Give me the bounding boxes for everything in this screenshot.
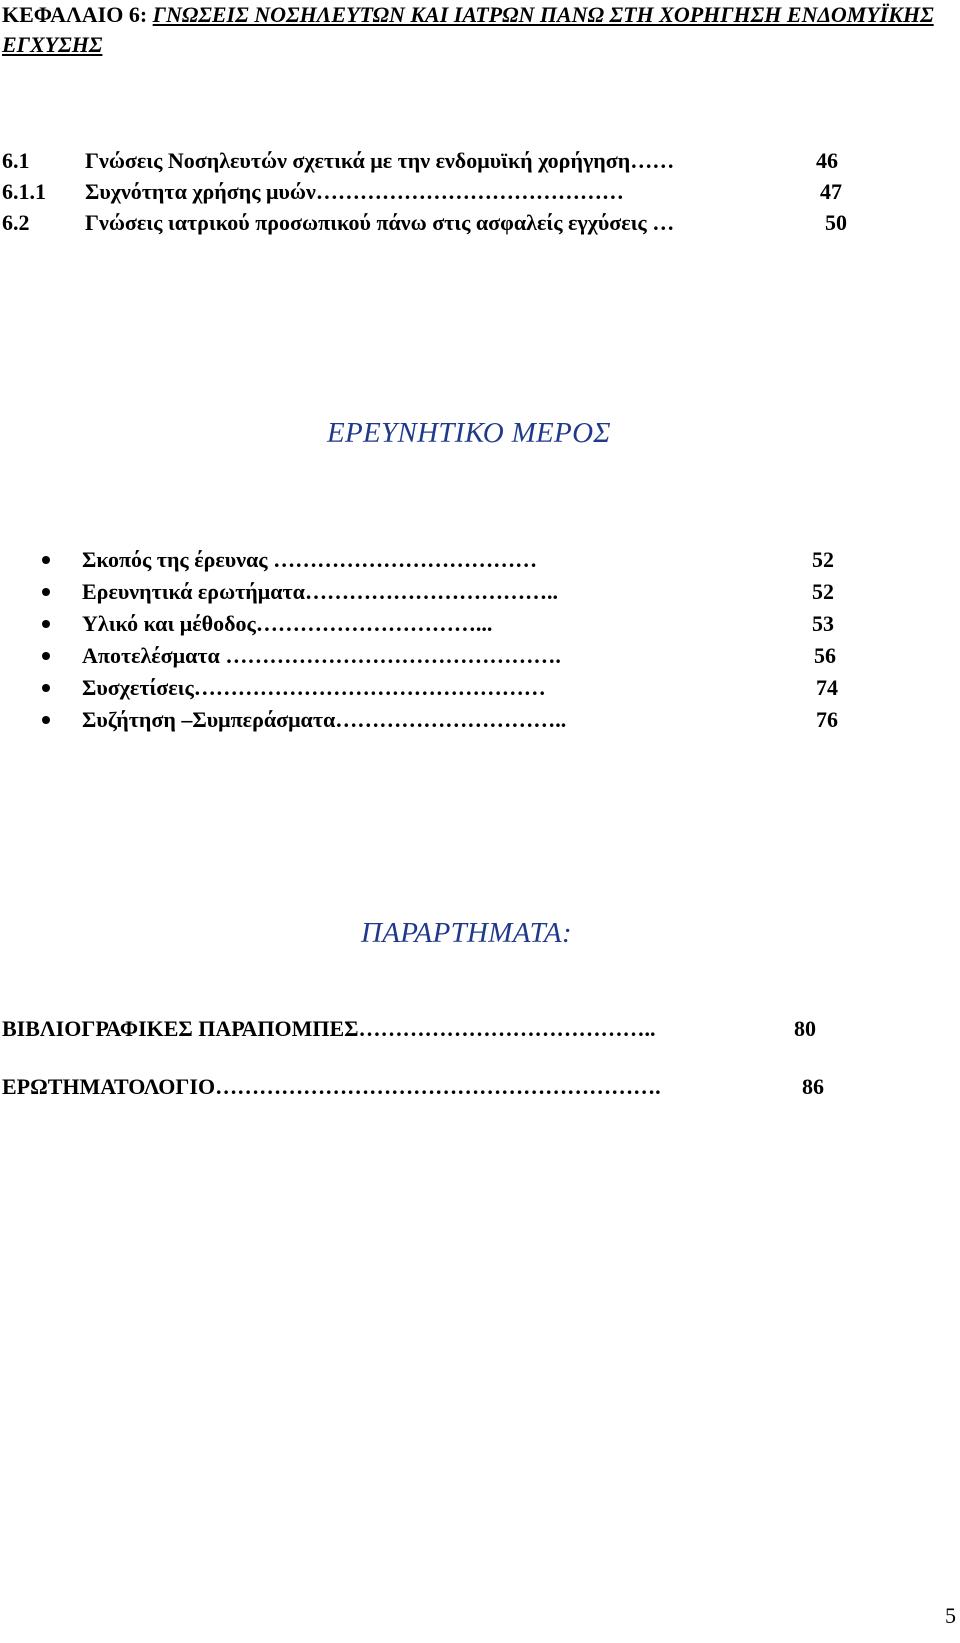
- bullet-icon: [42, 620, 50, 628]
- bullet-icon: [42, 556, 50, 564]
- list-item-page: 52: [812, 579, 834, 604]
- toc-entry-number: 6.1.1: [2, 179, 46, 204]
- list-item-text: Συζήτηση –Συμπεράσματα…………………………..: [82, 707, 567, 732]
- list-item-page: 53: [812, 611, 834, 636]
- list-item-text: ΒΙΒΛΙΟΓΡΑΦΙΚΕΣ ΠΑΡΑΠΟΜΠΕΣ…………………………………..: [2, 1016, 656, 1041]
- toc-entry[interactable]: [2, 208, 902, 238]
- list-item-page: 52: [812, 547, 834, 572]
- list-item[interactable]: [42, 640, 862, 672]
- list-item[interactable]: [42, 704, 862, 736]
- list-item[interactable]: [2, 1014, 902, 1044]
- toc-entry-page: 46: [816, 148, 838, 173]
- page-number: 5: [945, 1603, 956, 1628]
- toc-entry[interactable]: [2, 177, 902, 207]
- list-item-page: 76: [816, 707, 838, 732]
- toc-entry-number: 6.1: [2, 148, 30, 173]
- list-item-text: Σκοπός της έρευνας ………………………………: [82, 547, 538, 572]
- list-item-page: 80: [794, 1016, 816, 1041]
- list-item[interactable]: [42, 576, 862, 608]
- list-item[interactable]: [42, 544, 862, 576]
- list-item-text: ΕΡΩΤΗΜΑΤΟΛΟΓΙΟ…………………………………………………….: [2, 1074, 661, 1099]
- toc-entry-text: Συχνότητα χρήσης μυών……………………………………: [85, 179, 624, 204]
- list-item-text: Ερευνητικά ερωτήματα……………………………..: [82, 579, 558, 604]
- toc-entry[interactable]: [2, 146, 902, 176]
- research-section-heading: ΕΡΕΥΝΗΤΙΚΟ ΜΕΡΟΣ: [327, 417, 611, 449]
- chapter-heading: [2, 0, 952, 60]
- toc-entry-page: 50: [825, 210, 847, 235]
- toc-entry-text: Γνώσεις Νοσηλευτών σχετικά με την ενδομυϊκή χορήγηση……: [85, 148, 675, 173]
- list-item-page: 74: [816, 675, 838, 700]
- list-item-text: Αποτελέσματα ……………………………………….: [82, 643, 561, 668]
- bullet-icon: [42, 652, 50, 660]
- toc-entry-page: 47: [820, 179, 842, 204]
- appendix-section-heading: ΠΑΡΑΡΤΗΜΑΤΑ:: [361, 917, 572, 949]
- bullet-icon: [42, 588, 50, 596]
- chapter-title: ΓΝΩΣΕΙΣ ΝΟΣΗΛΕΥΤΩΝ ΚΑΙ ΙΑΤΡΩΝ ΠΑΝΩ ΣΤΗ ΧΟΡΗΓΗΣΗ ΕΝΔΟΜΥΪΚΗΣ ΕΓΧΥΣΗΣ: [2, 2, 934, 57]
- list-item-text: Υλικό και μέθοδος…………………………...: [82, 611, 493, 636]
- bullet-icon: [42, 716, 50, 724]
- list-item-page: 56: [814, 643, 836, 668]
- list-item-text: Συσχετίσεις…………………………………………: [82, 675, 546, 700]
- toc-entry-text: Γνώσεις ιατρικού προσωπικού πάνω στις ασφαλείς εγχύσεις …: [85, 210, 675, 235]
- list-item[interactable]: [42, 608, 862, 640]
- chapter-prefix: ΚΕΦΑΛΑΙΟ 6:: [2, 2, 153, 27]
- toc-entry-number: 6.2: [2, 210, 30, 235]
- list-item[interactable]: [2, 1072, 902, 1102]
- bullet-icon: [42, 684, 50, 692]
- list-item[interactable]: [42, 672, 862, 704]
- list-item-page: 86: [802, 1074, 824, 1099]
